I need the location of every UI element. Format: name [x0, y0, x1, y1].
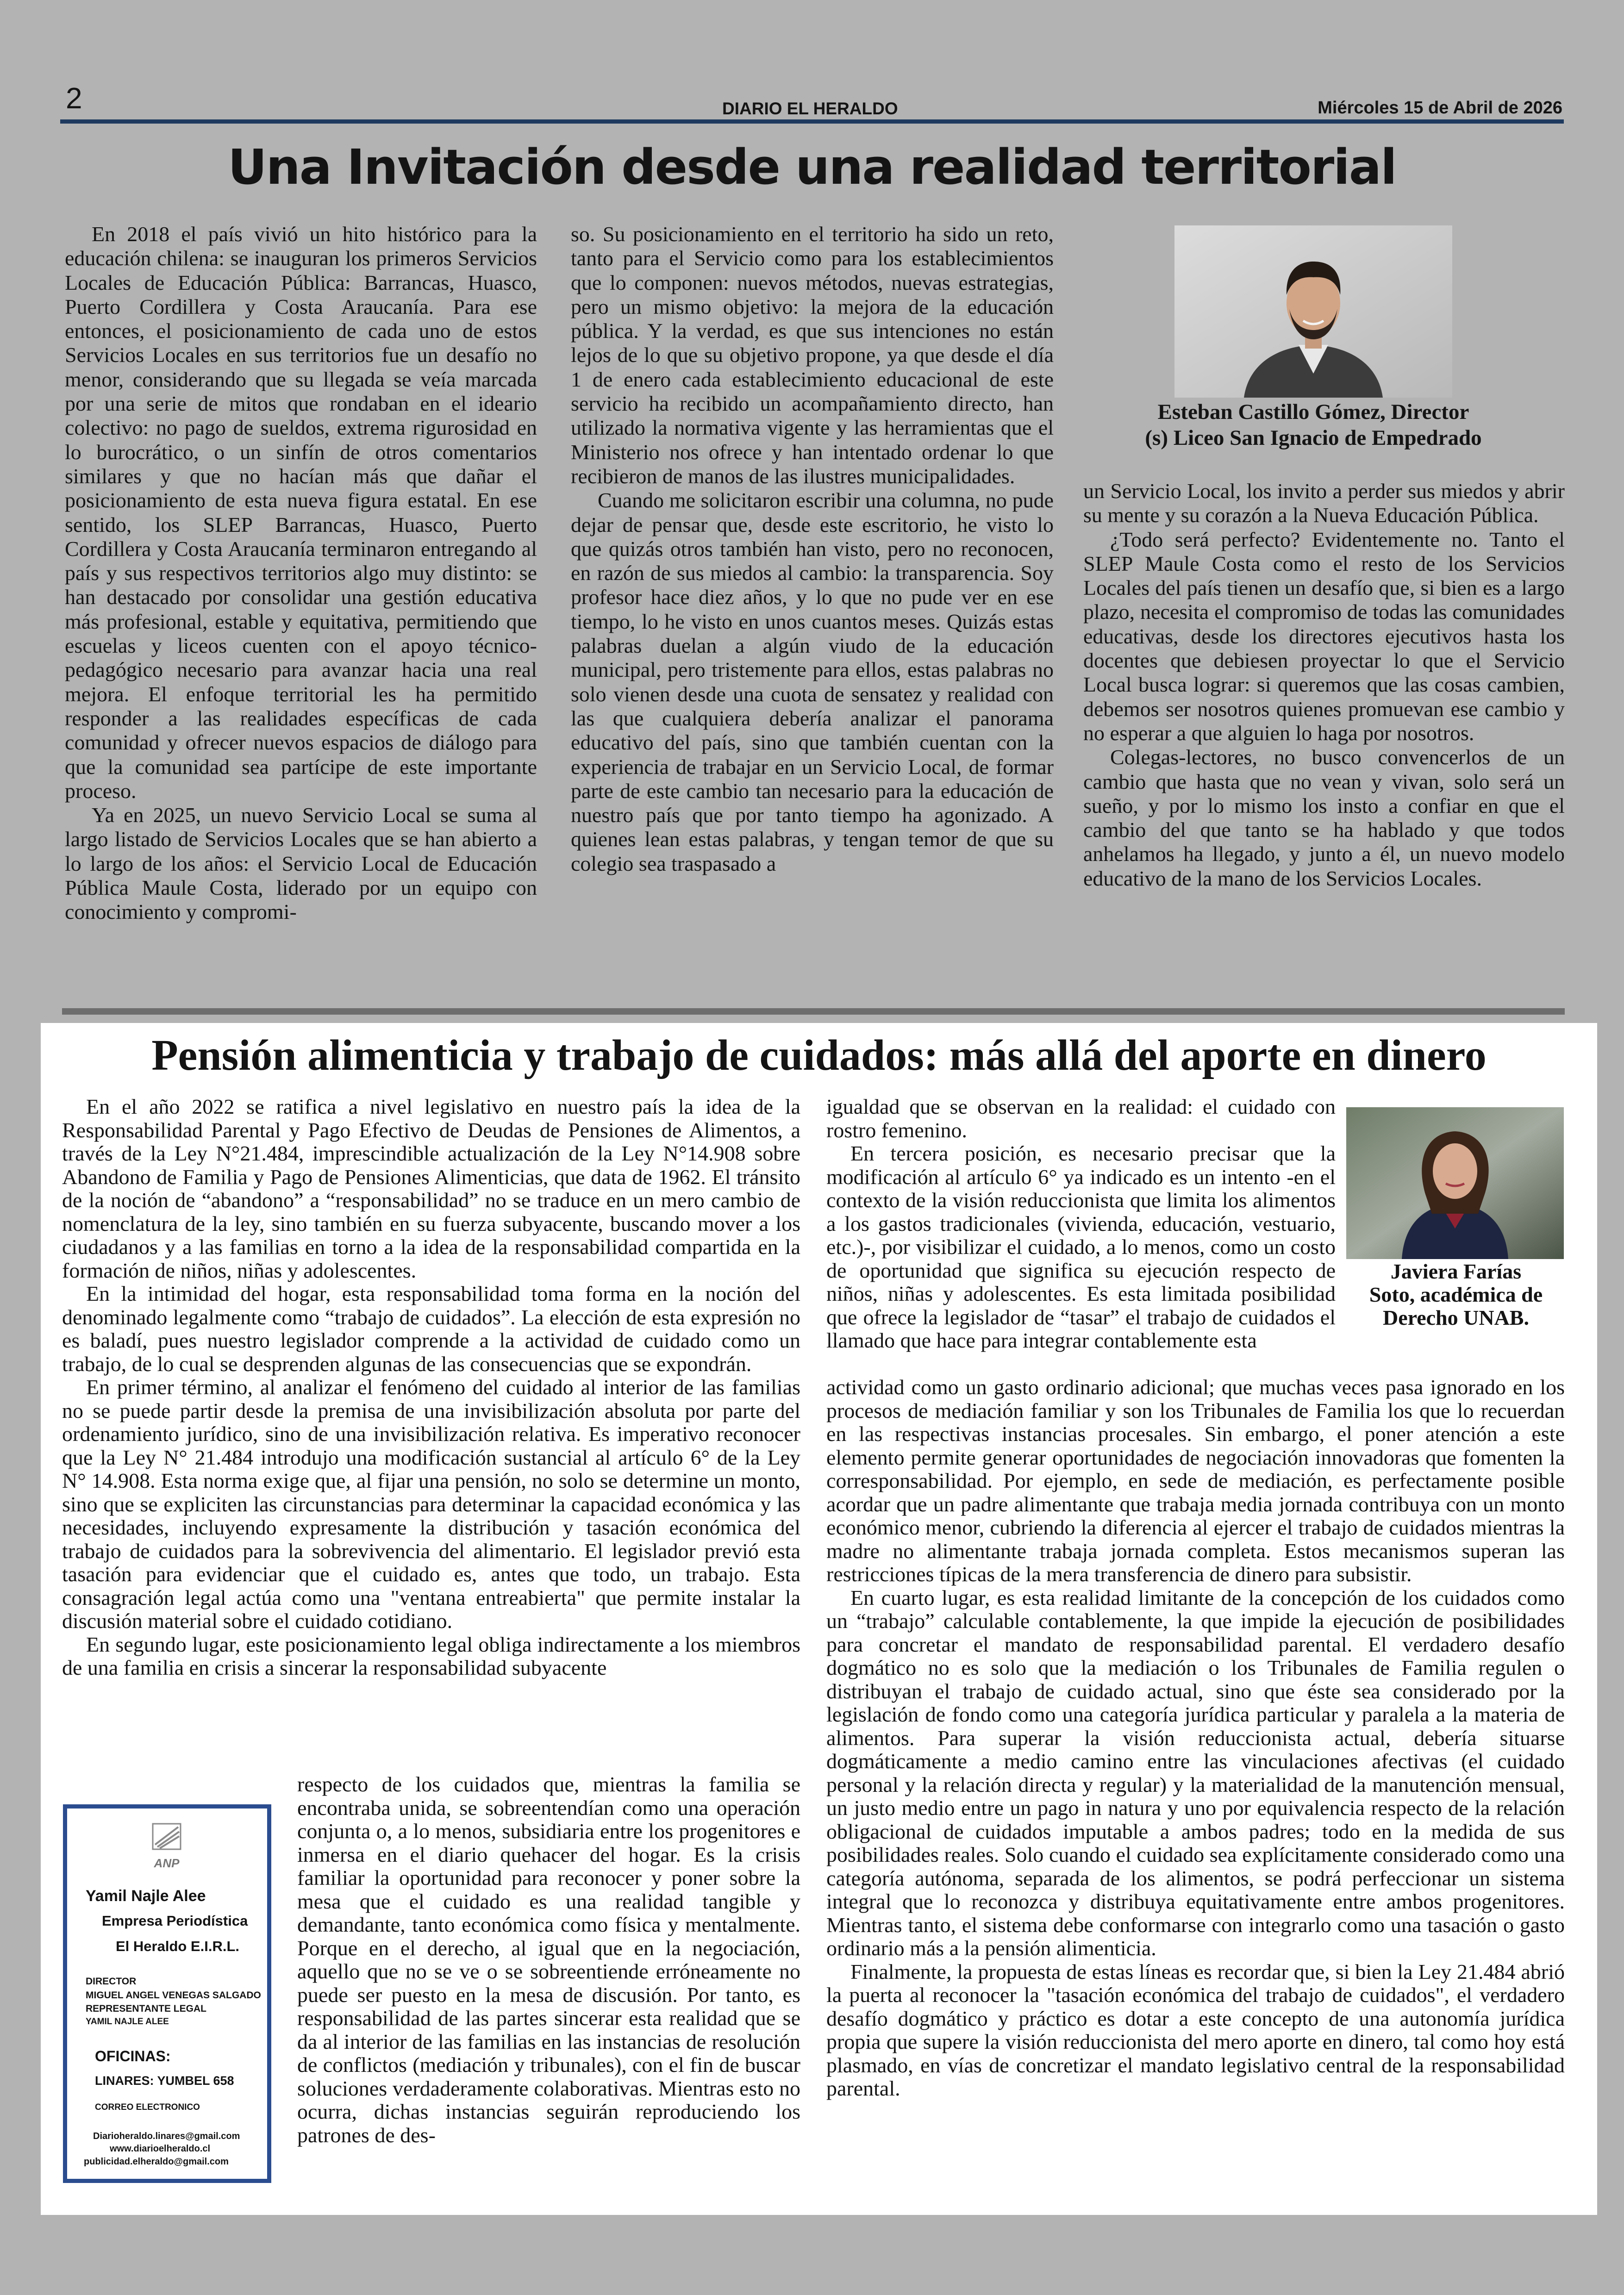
page-number: 2 [66, 81, 82, 115]
paragraph: En segundo lugar, este posicionamiento legal obliga indirectamente a los miembros de una familia en crisis a sincerar la responsabilidad subyacente [62, 1632, 800, 1679]
masthead-box [63, 1804, 271, 2183]
portrait-image [1174, 225, 1452, 398]
legal-rep-name: YAMIL NAJLE ALEE [86, 2017, 169, 2027]
caption-line: Javiera Farías [1390, 1260, 1522, 1283]
newspaper-name: DIARIO EL HERALDO [722, 99, 898, 118]
paragraph: Colegas-lectores, no busco convencerlos de un cambio que hasta que no vean y vivan, solo será un sueño, y por lo mismo los insto a confiar en que el cambio del que tanto se ha hablado y que todos anhelamos ha llegado, y junto a él, un nuevo modelo educativo de la mano de los Servicios Locales. [1083, 745, 1565, 890]
logo-text: ANP [154, 1856, 180, 1870]
masthead-company-name: El Heraldo E.I.R.L. [116, 1938, 239, 1954]
caption-line: Soto, académica de [1369, 1283, 1543, 1306]
website: www.diarioelheraldo.cl [110, 2144, 211, 2154]
article2-caption [1340, 1260, 1572, 1329]
masthead-owner: Yamil Najle Alee [86, 1887, 206, 1905]
article1-title: Una Invitación desde una realidad territorial [228, 139, 1396, 195]
email-label: CORREO ELECTRONICO [95, 2102, 200, 2112]
email-address: Diarioheraldo.linares@gmail.com [93, 2131, 240, 2141]
paragraph: so. Su posicionamiento en el territorio ha sido un reto, tanto para el Servicio como para los establecimientos que lo componen: nuevos métodos, nuevas estrategias, pero un mismo objetivo: la mejora de la educación pública. Y la verdad, es que sus intenciones no están lejos de lo que su objetivo propone, ya que desde el día 1 de enero cada establecimiento educacional de este servicio ha recibido un acompañamiento directo, han utilizado la normativa vigente y las herramientas que el Ministerio nos ofrece y han intentado ordenar lo que recibieron de manos de las ilustres municipalidades. [571, 222, 1054, 488]
article2-column-2-bottom [826, 1376, 1565, 2101]
article2-title: Pensión alimenticia y trabajo de cuidados: más allá del aporte en dinero [151, 1031, 1487, 1079]
article1-column-2 [571, 222, 1054, 876]
paragraph: Cuando me solicitaron escribir una columna, no pude dejar de pensar que, desde este escritorio, he visto lo que quizás otros también han visto, pero no reconocen, en razón de sus miedos al cambio: la transparencia. Soy profesor hace diez años, y lo que no pude ver en ese tiempo, lo he visto en unos cuantos meses. Quizás estas palabras duelan a algún viudo de la educación municipal, pero tristemente para ellos, estas palabras no solo vienen desde una cuota de sensatez y realidad con las que cualquiera debería analizar el panorama educativo del país, sino que también cuentan con la experiencia de trabajar en un Servicio Local, de formar parte de este cambio tan necesario para la educación de nuestro país que por tanto tiempo ha agonizado. A quienes lean estas palabras, y tengan temor de que su colegio sea traspasado a [571, 488, 1054, 875]
paragraph: actividad como un gasto ordinario adicional; que muchas veces pasa ignorado en los procesos de mediación familiar y son los Tribunales de Familia los que lo recuerdan en las respectivas instancias procesales. Sin embargo, el poner atención a este elemento permite generar oportunidades de negociación innovadoras que fomenten la corresponsabilidad. Por ejemplo, en sede de mediación, es perfectamente posible acordar que un padre alimentante que trabaja media jornada contribuya con un monto económico menor, cubriendo la diferencia al ejercer el trabajo de cuidados mientras la madre no alimentante trabaja jornada completa. Estos mecanismos superan las restricciones típicas de la mera transferencia de dinero para subsistir. [826, 1375, 1565, 1586]
advertising-email: publicidad.elheraldo@gmail.com [84, 2157, 229, 2167]
header-rule [60, 119, 1564, 124]
anp-logo-icon [146, 1821, 187, 1854]
paragraph: un Servicio Local, los invito a perder sus miedos y abrir su mente y su corazón a la Nueva Educación Pública. [1083, 479, 1565, 527]
masthead-company: Empresa Periodística [102, 1913, 248, 1929]
caption-line: Esteban Castillo Gómez, Director [1157, 400, 1469, 424]
paragraph: Ya en 2025, un nuevo Servicio Local se suma al largo listado de Servicios Locales que se han abierto a lo largo de los años: el Servicio Local de Educación Pública Maule Costa, liderado por un equipo con conocimiento y compromi- [65, 803, 537, 924]
paragraph: igualdad que se observan en la realidad: el cuidado con rostro femenino. [826, 1095, 1336, 1142]
paragraph: Finalmente, la propuesta de estas líneas es recordar que, si bien la Ley 21.484 abrió la puerta al reconocer la "tasación económica del trabajo de cuidados", el verdadero desafío dogmático y práctico es dotar a este concepto de una autonomía jurídica propia que supere la visión reduccionista del mero aporte en dinero, tal como hoy está plasmado, en vías de concretizar el mandato legislativo central de la responsabilidad parental. [826, 1959, 1565, 2100]
paragraph: ¿Todo será perfecto? Evidentemente no. Tanto el SLEP Maule Costa como el resto de los Servicios Locales del país tienen un desafío que, si bien es a largo plazo, necesita el compromiso de todas las comunidades educativas, desde los directores ejecutivos hasta los docentes que debiesen proyectar lo que el Servicio Local busca lograr: si queremos que las cosas cambien, debemos ser nosotros quienes promuevan ese cambio y no esperar a que alguien lo haga por nosotros. [1083, 527, 1565, 745]
author-photo-javiera [1346, 1107, 1564, 1259]
article1-caption [1082, 399, 1545, 451]
paragraph: En primer término, al analizar el fenómeno del cuidado al interior de las familias no se puede partir desde la premisa de una invisibilización absoluta por parte del ordenamiento jurídico, sino de una invisibilización relativa. Es imperativo reconocer que la Ley N° 21.484 introdujo una modificación sustancial al artículo 6° de la Ley N° 14.908. Esta norma exige que, al fijar una pensión, no solo se determine un monto, sino que se expliciten las circunstancias para determinar la capacidad económica y las necesidades, incluyendo expresamente la distribución y tasación económica del trabajo de cuidados para la sobrevivencia del alimentario. El legislador previó esta tasación para evidenciar que el cuidado es, antes que todo, un trabajo. Esta consagración legal actúa como una "ventana entreabierta" que permite instalar la discusión material sobre el cuidado cotidiano. [62, 1375, 800, 1633]
author-photo-esteban [1174, 225, 1452, 398]
paragraph: En la intimidad del hogar, esta responsabilidad toma forma en la noción del denominado legalmente como “trabajo de cuidados”. La elección de esta expresión no es baladí, pues nuestro legislador comprende a la actividad de cuidado como un trabajo, de lo cual se desprenden algunas de las consecuencias que se expondrán. [62, 1282, 800, 1376]
caption-line: Derecho UNAB. [1383, 1306, 1529, 1329]
office-address: LINARES: YUMBEL 658 [95, 2074, 234, 2088]
paragraph: respecto de los cuidados que, mientras la familia se encontraba unida, se sobreentendían como una operación conjunta o, a lo menos, subsidiaria entre los progenitores e inmersa en el diario quehacer del hogar. Es la crisis familiar la oportunidad para reconocer y poner sobre la mesa que el cuidado es una realidad tangible y demandante, tanto económica como física y mentalmente. Porque en el derecho, al igual que en la negociación, aquello que no se ve o se sobreentiende erróneamente no puede ser puesto en la mesa de discusión. Por tanto, es responsabilidad de las partes sincerar esta realidad que se da al interior de las familias en las instancias de resolución de conflictos (mediación y tribunales), con el fin de buscar soluciones verdaderamente colaborativas. Mientras esto no ocurra, dichas instancias seguirán reproduciendo los patrones de des- [297, 1772, 800, 2147]
caption-line: (s) Liceo San Ignacio de Empedrado [1145, 426, 1482, 450]
portrait-image [1346, 1107, 1564, 1259]
article1-column-3 [1083, 479, 1565, 891]
offices-label: OFICINAS: [95, 2048, 171, 2064]
issue-date: Miércoles 15 de Abril de 2026 [1318, 98, 1562, 118]
section-divider [62, 1008, 1565, 1015]
director-name: MIGUEL ANGEL VENEGAS SALGADO [86, 1990, 261, 2001]
article2-column-1-wrap [297, 1773, 800, 2147]
article2-column-2-top [826, 1095, 1336, 1353]
paragraph: En el año 2022 se ratifica a nivel legislativo en nuestro país la idea de la Responsabilidad Parental y Pago Efectivo de Deudas de Pensiones de Alimentos, a través de la Ley N°21.484, imprescindible actualización de la Ley N°14.908 sobre Abandono de Familia y Pago de Pensiones Alimenticias, que data de 1962. El tránsito de la noción de “abandono” a “responsabilidad” no se traduce en un mero cambio de nomenclatura de la ley, sino también en su fuerza subyacente, buscando mover a los ciudadanos y a las familias en torno a la idea de la responsabilidad compartida en la formación de niños, niñas y adolescentes. [62, 1095, 800, 1282]
director-label: DIRECTOR [86, 1976, 137, 1987]
article2-column-1 [62, 1095, 800, 1680]
paragraph: En 2018 el país vivió un hito histórico para la educación chilena: se inauguran los primeros Servicios Locales de Educación Pública: Barrancas, Huasco, Puerto Cordillera y Costa Araucanía. Para ese entonces, el posicionamiento de cada uno de estos Servicios Locales en sus territorios fue un desafío no menor, considerando que su llegada se veía marcada por una serie de mitos que rondaban en el ideario colectivo: no pago de sueldos, extrema rigurosidad en lo burocrático, o un sinfín de otros comentarios similares y que no hacían más que dañar el posicionamiento de esta nueva figura estatal. En ese sentido, los SLEP Barrancas, Huasco, Puerto Cordillera y Costa Araucanía terminaron entregando al país y sus respectivos territorios algo muy distinto: se han destacado por consolidar una gestión educativa más profesional, estable y equitativa, permitiendo que escuelas y liceos cuenten con el apoyo técnico-pedagógico necesario para avanzar hacia una real mejora. El enfoque territorial les ha permitido responder a las realidades específicas de cada comunidad y ofrecer nuevos espacios de diálogo para que la comunidad sea partícipe de este importante proceso. [65, 222, 537, 803]
paragraph: En cuarto lugar, es esta realidad limitante de la concepción de los cuidados como un “trabajo” calculable contablemente, la que impide la ejecución de posibilidades para concretar el mandato de responsabilidad parental. El verdadero desafío dogmático no es solo que la mediación o los Tribunales de Familia regulen o distribuyan el trabajo de cuidado actual, sino que éste sea considerado por la legislación de fondo como una categoría jurídica particular y paralela a la materia de alimentos. Para superar la visión reduccionista actual, debería situarse dogmáticamente a medio camino entre las vinculaciones afectivas (el cuidado personal y la relación directa y regular) y la materialidad de la manutención mensual, un justo medio entre un pago in natura y uno por equivalencia respecto de la relación obligacional de cuidados imputable a ambos padres; todo en la medida de sus posibilidades reales. Solo cuando el cuidado sea explícitamente considerado como una categoría autónoma, separada de los alimentos, se podrá perfeccionar un sistema integral que lo reconozca y distribuya equitativamente entre ambos progenitores. Mientras tanto, el sistema debe conformarse con integrarlo como una tasación o gasto ordinario más a la pensión alimenticia. [826, 1585, 1565, 1960]
article1-column-1 [65, 222, 537, 924]
paragraph: En tercera posición, es necesario precisar que la modificación al artículo 6° ya indicado es un intento -en el contexto de la visión reduccionista que limita los alimentos a los gastos tradicionales (vivienda, educación, vestuario, etc.)-, por visibilizar el cuidado, a lo menos, como un costo de oportunidad que significa su ejecución respecto de niños, niñas y adolescentes. Es esta limitada posibilidad que ofrece la legislador de “tasar” el trabajo de cuidados el llamado que hace para integrar contablemente esta [826, 1141, 1336, 1352]
legal-rep-label: REPRESENTANTE LEGAL [86, 2003, 206, 2014]
anp-logo [137, 1821, 197, 1871]
